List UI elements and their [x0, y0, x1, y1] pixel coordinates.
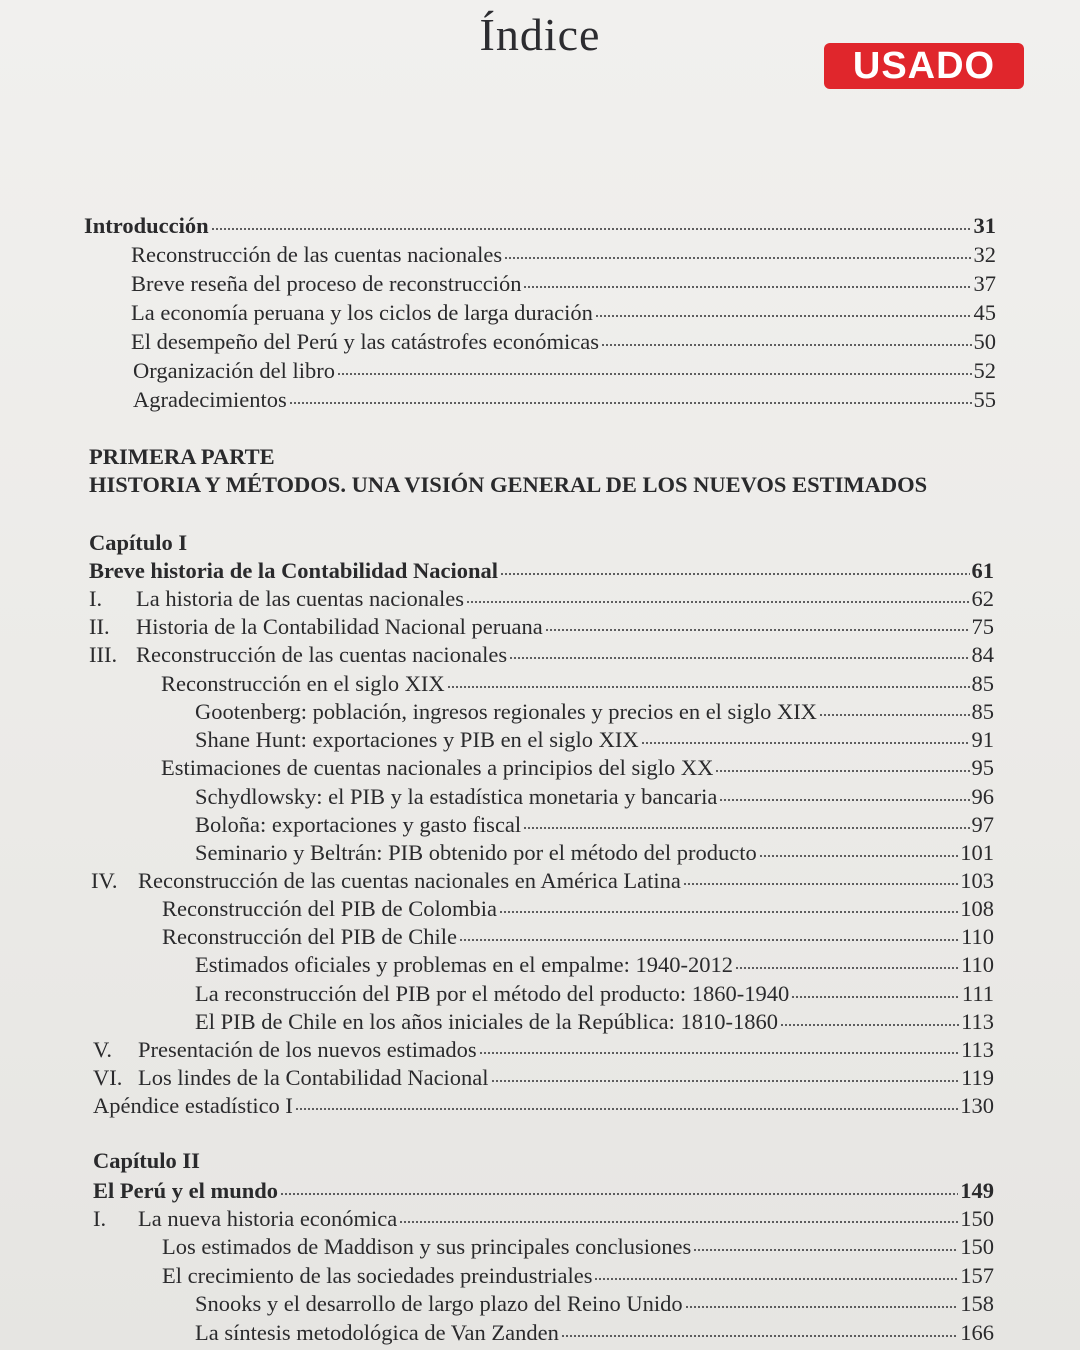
toc-entry-page: 50 [973, 329, 996, 354]
toc-entry-number: I. [89, 586, 103, 611]
dot-leader [337, 371, 971, 377]
toc-entry-page: 110 [961, 924, 994, 949]
dot-leader [289, 400, 972, 406]
dot-leader [780, 1022, 959, 1028]
dot-leader [399, 1219, 958, 1225]
toc-entry-page: 52 [973, 358, 996, 383]
page-title: Índice [479, 9, 601, 60]
toc-entry [162, 895, 994, 923]
toc-entry [93, 1205, 994, 1233]
toc-entry-page: 101 [960, 840, 994, 865]
toc-entry-page: 119 [961, 1065, 994, 1090]
dot-leader [504, 255, 971, 261]
used-badge: USADO [824, 43, 1024, 89]
dot-leader [594, 1276, 958, 1282]
dot-leader [491, 1078, 960, 1084]
toc-entry [195, 1290, 994, 1318]
dot-leader [791, 994, 960, 1000]
toc-entry-number: IV. [91, 868, 118, 893]
toc-entry-number: II. [89, 614, 110, 639]
toc-entry-page: 95 [971, 755, 994, 780]
dot-leader [499, 909, 958, 915]
dot-leader [735, 965, 959, 971]
toc-entry-page: 150 [960, 1234, 994, 1259]
toc-entry-label: Gootenberg: población, ingresos regionales y precios en el siglo XIX [195, 699, 817, 724]
toc-entry-label: Introducción [84, 213, 209, 238]
toc-entry-page: 61 [971, 558, 994, 583]
toc-entry-label: Estimaciones de cuentas nacionales a principios del siglo XX [161, 755, 714, 780]
chapter-heading-1: Capítulo I [89, 530, 188, 555]
part-subtitle: HISTORIA Y MÉTODOS. UNA VISIÓN GENERAL DE LOS NUEVOS ESTIMADOS [89, 472, 928, 497]
toc-entry [195, 1008, 994, 1036]
dot-leader [641, 740, 970, 746]
toc-entry [162, 1233, 994, 1261]
dot-leader [561, 1333, 958, 1339]
toc-entry [131, 299, 996, 327]
toc-entry [91, 867, 994, 895]
toc-entry-label: Reconstrucción en el siglo XIX [161, 671, 445, 696]
chapter-heading-2: Capítulo II [93, 1148, 200, 1173]
toc-entry [162, 923, 994, 951]
toc-entry-label: Apéndice estadístico I [93, 1093, 293, 1118]
toc-entry [133, 357, 996, 385]
toc-entry [131, 241, 996, 269]
toc-entry-page: 37 [973, 271, 996, 296]
toc-entry-page: 103 [960, 868, 994, 893]
toc-entry [89, 613, 994, 641]
toc-entry-label: El desempeño del Perú y las catástrofes económicas [131, 329, 599, 354]
toc-entry-page: 75 [971, 614, 994, 639]
toc-entry [161, 670, 994, 698]
toc-entry [89, 641, 994, 669]
toc-entry [195, 1319, 994, 1347]
toc-entry-page: 55 [973, 387, 996, 412]
part-heading: PRIMERA PARTE [89, 444, 275, 469]
toc-entry-page: 149 [960, 1178, 994, 1203]
dot-leader [509, 655, 969, 661]
toc-entry-page: 111 [961, 981, 994, 1006]
toc-entry [195, 811, 994, 839]
toc-entry [195, 839, 994, 867]
toc-entry-label: El crecimiento de las sociedades preindustriales [162, 1263, 593, 1288]
dot-leader [719, 797, 969, 803]
toc-entry [93, 1036, 994, 1064]
toc-entry-label: Los estimados de Maddison y sus principales conclusiones [162, 1234, 692, 1259]
dot-leader [295, 1106, 958, 1112]
dot-leader [693, 1247, 958, 1253]
dot-leader [211, 226, 972, 232]
toc-entry-label: Reconstrucción de las cuentas nacionales en América Latina [138, 868, 681, 893]
dot-leader [466, 599, 970, 605]
toc-entry-label: La historia de las cuentas nacionales [136, 586, 464, 611]
toc-entry-label: Reconstrucción de las cuentas nacionales [131, 242, 503, 267]
dot-leader [601, 342, 972, 348]
toc-entry-page: 166 [960, 1320, 994, 1345]
toc-entry-label: Breve historia de la Contabilidad Nacional [89, 558, 498, 583]
toc-entry-page: 84 [971, 642, 994, 667]
toc-entry [195, 951, 994, 979]
toc-entry [93, 1064, 994, 1092]
toc-entry-label: Snooks y el desarrollo de largo plazo del Reino Unido [195, 1291, 683, 1316]
toc-entry [195, 726, 994, 754]
toc-entry [162, 1262, 994, 1290]
toc-entry-label: El PIB de Chile en los años iniciales de la República: 1810-1860 [195, 1009, 779, 1034]
toc-entry-page: 85 [971, 671, 994, 696]
toc-entry-label: Breve reseña del proceso de reconstrucción [131, 271, 522, 296]
toc-entry [195, 698, 994, 726]
toc-entry-page: 31 [973, 213, 996, 238]
dot-leader [759, 853, 958, 859]
dot-leader [447, 684, 970, 690]
toc-entry-page: 150 [960, 1206, 994, 1231]
toc-entry-label: La nueva historia económica [138, 1206, 398, 1231]
toc-entry [195, 980, 994, 1008]
toc-entry-label: Historia de la Contabilidad Nacional peruana [136, 614, 543, 639]
toc-entry-page: 110 [961, 952, 994, 977]
toc-entry-page: 108 [960, 896, 994, 921]
dot-leader [479, 1050, 959, 1056]
toc-entry [93, 1177, 994, 1205]
toc-entry-label: Agradecimientos [133, 387, 287, 412]
toc-entry-page: 91 [971, 727, 994, 752]
toc-entry-page: 85 [971, 699, 994, 724]
toc-entry-label: Seminario y Beltrán: PIB obtenido por el método del producto [195, 840, 757, 865]
toc-entry-number: VI. [93, 1065, 123, 1090]
toc-entry [131, 270, 996, 298]
toc-entry [133, 386, 996, 414]
toc-entry-label: Schydlowsky: el PIB y la estadística monetaria y bancaria [195, 784, 718, 809]
toc-entry-label: El Perú y el mundo [93, 1178, 279, 1203]
toc-entry-label: Reconstrucción del PIB de Colombia [162, 896, 497, 921]
dot-leader [500, 571, 970, 577]
toc-entry [93, 1092, 994, 1120]
toc-entry-page: 157 [960, 1263, 994, 1288]
toc-entry-page: 97 [971, 812, 994, 837]
toc-entry-page: 113 [961, 1009, 994, 1034]
toc-entry-page: 158 [960, 1291, 994, 1316]
dot-leader [819, 712, 970, 718]
toc-entry-label: La economía peruana y los ciclos de larga duración [131, 300, 593, 325]
toc-entry-page: 62 [971, 586, 994, 611]
toc-entry-label: Presentación de los nuevos estimados [138, 1037, 477, 1062]
toc-entry-page: 130 [960, 1093, 994, 1118]
dot-leader [595, 313, 972, 319]
dot-leader [545, 627, 970, 633]
toc-entry-page: 32 [973, 242, 996, 267]
dot-leader [715, 768, 969, 774]
dot-leader [280, 1191, 958, 1197]
toc-entry-label: Boloña: exportaciones y gasto fiscal [195, 812, 522, 837]
dot-leader [459, 937, 959, 943]
dot-leader [685, 1304, 959, 1310]
dot-leader [683, 881, 958, 887]
dot-leader [523, 284, 971, 290]
dot-leader [523, 825, 969, 831]
toc-entry-label: La reconstrucción del PIB por el método del producto: 1860-1940 [195, 981, 790, 1006]
toc-entry-page: 96 [971, 784, 994, 809]
toc-entry-label: Reconstrucción de las cuentas nacionales [136, 642, 508, 667]
toc-entry-number: V. [93, 1037, 112, 1062]
toc-entry [195, 783, 994, 811]
toc-entry-label: Shane Hunt: exportaciones y PIB en el siglo XIX [195, 727, 639, 752]
toc-entry-label: Organización del libro [133, 358, 336, 383]
toc-entry [89, 585, 994, 613]
toc-entry-page: 113 [961, 1037, 994, 1062]
toc-entry-label: Estimados oficiales y problemas en el empalme: 1940-2012 [195, 952, 733, 977]
toc-entry-label: Los lindes de la Contabilidad Nacional [138, 1065, 489, 1090]
toc-entry [89, 557, 994, 585]
toc-entry [84, 212, 996, 240]
toc-entry [131, 328, 996, 356]
toc-entry-number: I. [93, 1206, 107, 1231]
toc-entry-page: 45 [973, 300, 996, 325]
toc-entry [161, 754, 994, 782]
toc-entry-label: La síntesis metodológica de Van Zanden [195, 1320, 559, 1345]
toc-entry-label: Reconstrucción del PIB de Chile [162, 924, 457, 949]
toc-entry-number: III. [89, 642, 118, 667]
